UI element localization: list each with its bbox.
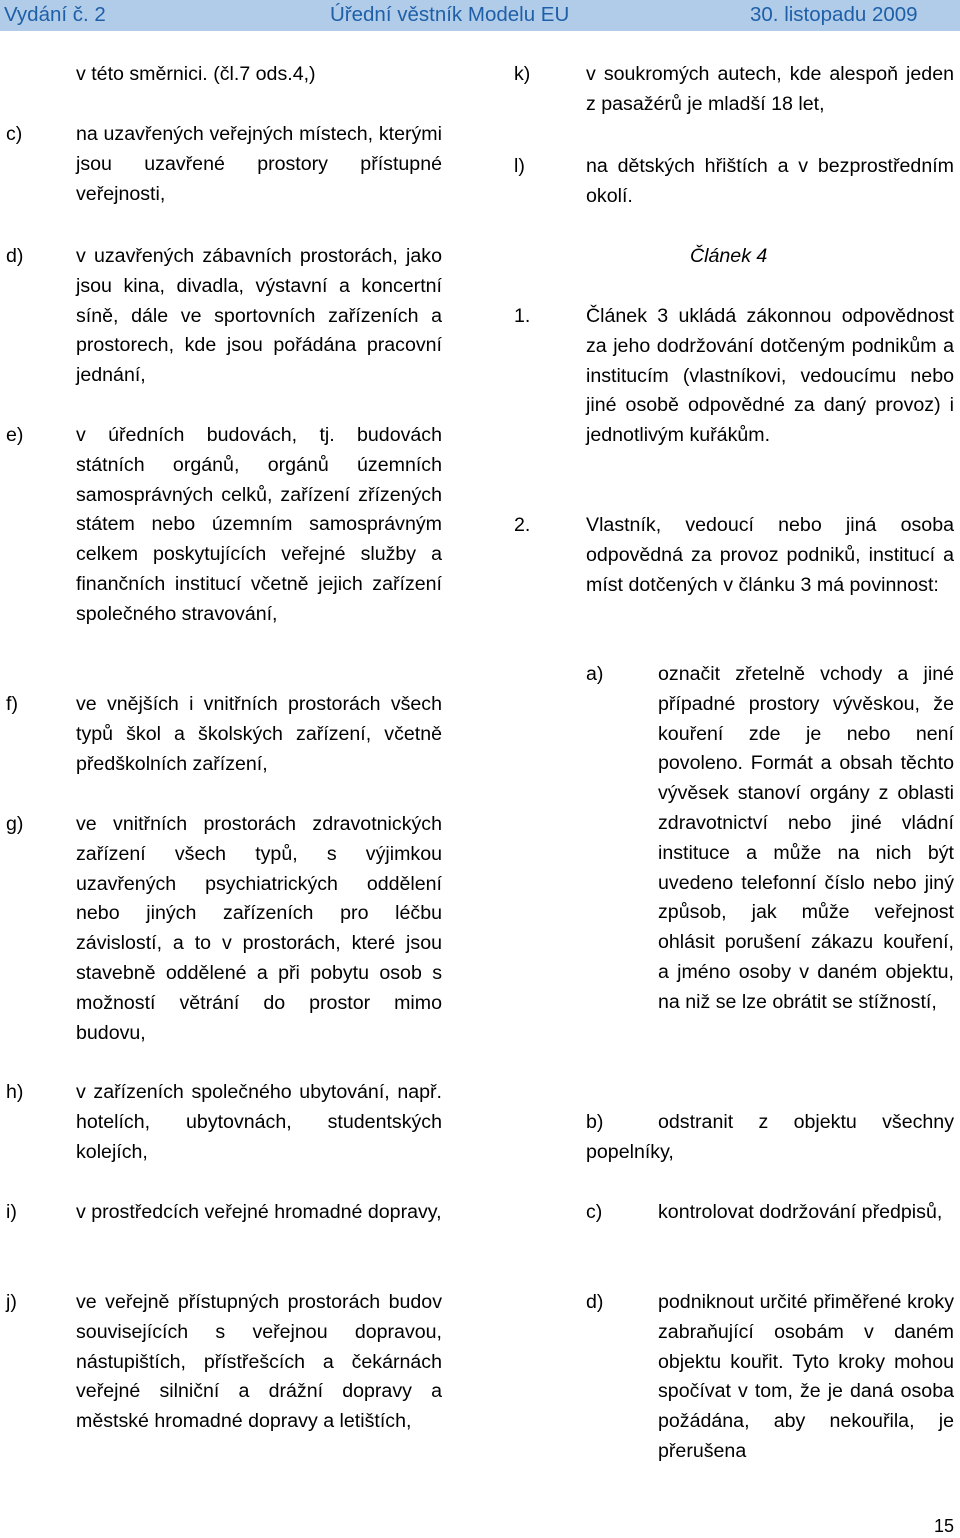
list-item-text: v uzavřených zábavních prostorách, jako jsou kina, divadla, výstavní a koncertní síně, dále ve sportovních zařízeních a prostorech, kde jsou pořádána pracovní jednání, xyxy=(76,245,442,387)
page-number: 15 xyxy=(933,1516,954,1536)
numbered-item-number: 1. xyxy=(514,305,531,327)
sub-item-letter: d) xyxy=(586,1291,604,1313)
numbered-item-number: 2. xyxy=(514,514,531,536)
sub-item-letter: b) xyxy=(586,1111,604,1133)
sub-item-letter: a) xyxy=(586,663,604,685)
list-item-letter: g) xyxy=(6,813,24,835)
numbered-item-text: Vlastník, vedoucí nebo jiná osoba odpovědná za provoz podniků, institucí a míst dotčených v článku 3 má povinnost: xyxy=(586,514,954,596)
list-item-letter: e) xyxy=(6,424,24,446)
intro-text xyxy=(76,60,446,90)
header-issue: Vydání č. 2 xyxy=(4,3,106,26)
numbered-item-text: Článek 3 ukládá zákonnou odpovědnost za jeho dodržování dotčeným podnikům a institucím (vlastníkovi, vedoucímu nebo jiné osobě odpovědné za daný provoz) i jednotlivým kuřákům. xyxy=(586,305,954,447)
list-item-text: ve vnitřních prostorách zdravotnických zařízení všech typů, s výjimkou uzavřených psychiatrických oddělení nebo jiných zařízeních pro léčbu závislostí, a to v prostorách, které jsou stavebně oddělené a při pobytu osob s možností větrání do prostor mimo budovu, xyxy=(76,813,442,1044)
header-journal-title: Úřední věstník Modelu EU xyxy=(330,3,570,26)
list-item-letter: k) xyxy=(514,63,531,85)
intro-text-content: v této směrnici. (čl.7 ods.4,) xyxy=(76,63,316,85)
article-4-body xyxy=(500,0,960,1538)
sub-item-text: odstranit z objektu všechny popelníky, xyxy=(586,1111,954,1163)
sub-item-letter: c) xyxy=(586,1201,603,1223)
list-item-letter: j) xyxy=(6,1291,17,1313)
list-item-text: ve vnějších i vnitřních prostorách všech typů škol a školských zařízení, včetně předškolních zařízení, xyxy=(76,693,442,775)
list-item-text: na dětských hřištích a v bezprostředním okolí. xyxy=(586,155,954,207)
list-item-letter: f) xyxy=(6,693,18,715)
sub-item-text: podniknout určité přiměřené kroky zabraňující osobám v daném objektu kouřit. Tyto kroky mohou spočívat v tom, že je daná osoba požádána, aby nekouřila, je přerušena xyxy=(658,1291,954,1462)
list-item-text: v prostředcích veřejné hromadné dopravy, xyxy=(76,1201,442,1223)
list-item-text: ve veřejně přístupných prostorách budov souvisejících s veřejnou dopravou, nástupištích, přístřešcích a čekárnách veřejné silniční a drážní dopravy a městské hromadné dopravy a letištích, xyxy=(76,1291,442,1433)
list-item-text: v zařízeních společného ubytování, např. hotelích, ubytovnách, studentských kolejích, xyxy=(76,1081,442,1163)
list-item-text: v úředních budovách, tj. budovách státních orgánů, orgánů územních samosprávných celků, zařízení zřízených státem nebo územním samosprávným celkem poskytujících veřejné služby a finančních institucí včetně jejich zařízení společného stravování, xyxy=(76,424,442,625)
left-column xyxy=(0,0,460,1538)
header-date: 30. listopadu 2009 xyxy=(750,3,918,26)
list-item-letter: h) xyxy=(6,1081,24,1103)
list-item-text: na uzavřených veřejných místech, kterými jsou uzavřené prostory přístupné veřejnosti, xyxy=(76,123,442,205)
list-item-letter: l) xyxy=(514,155,525,177)
list-item-letter: c) xyxy=(6,123,23,145)
sub-item-text: kontrolovat dodržování předpisů, xyxy=(658,1201,943,1223)
article-title: Článek 4 xyxy=(690,245,768,267)
list-item-text: v soukromých autech, kde alespoň jeden z pasažérů je mladší 18 let, xyxy=(586,63,954,115)
sub-item-text: označit zřetelně vchody a jiné případné prostory vývěskou, že kouření zde je nebo není povoleno. Formát a obsah těchto vývěsek stanoví orgány z oblasti zdravotnictví nebo jiné vládní instituce a může na nich být uvedeno telefonní číslo nebo jiný způsob, jak může veřejnost ohlásit porušení zákazu kouření, a jméno osoby v daném objektu, na niž se lze obrátit se stížností, xyxy=(658,663,954,1013)
list-item-letter: i) xyxy=(6,1201,17,1223)
list-item-letter: d) xyxy=(6,245,24,267)
